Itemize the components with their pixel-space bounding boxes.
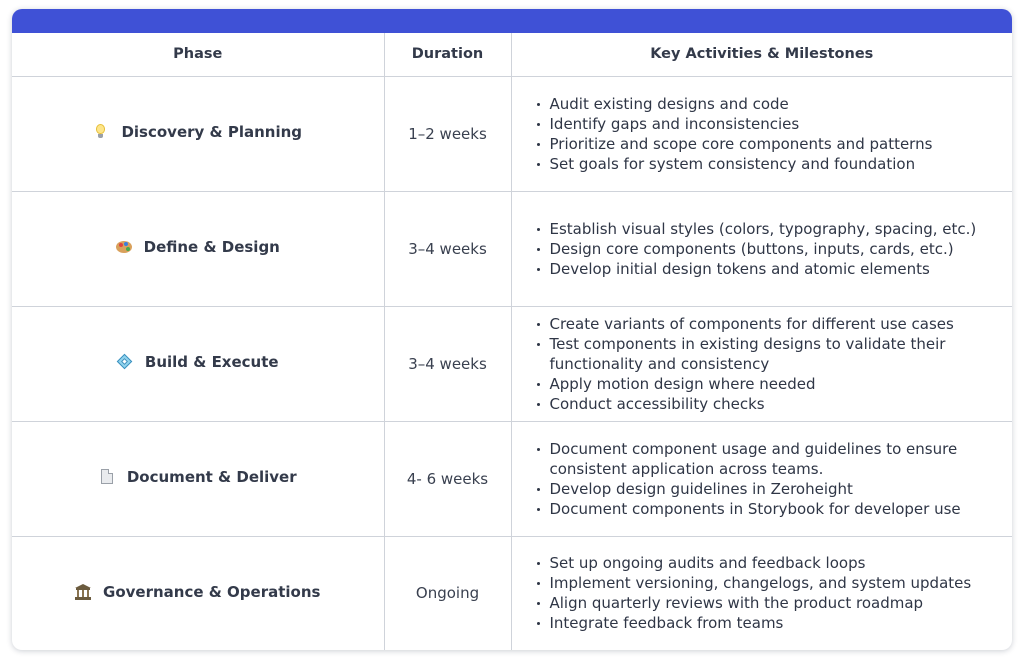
phase-name: Discovery & Planning [121,123,303,141]
list-item: Set goals for system consistency and foundation [537,154,1003,174]
phase-cell [12,306,384,421]
accent-header-bar [12,9,1012,33]
column-header-duration: Duration [384,33,511,76]
list-item: Develop design guidelines in Zeroheight [537,479,1003,499]
table-row [12,191,1012,306]
activities-cell [511,306,1012,421]
activities-cell [511,536,1012,650]
duration-cell: 1–2 weeks [384,76,511,191]
list-item: Prioritize and scope core components and patterns [537,134,1003,154]
column-header-phase: Phase [12,33,384,76]
list-item: Create variants of components for different use cases [537,314,1003,334]
list-item: Conduct accessibility checks [537,394,1003,414]
list-item: Set up ongoing audits and feedback loops [537,553,1003,573]
table-header-row [12,33,1012,76]
activities-cell [511,421,1012,536]
activities-cell [511,76,1012,191]
duration-cell: 4- 6 weeks [384,421,511,536]
document-icon [99,469,115,485]
list-item: Establish visual styles (colors, typography, spacing, etc.) [537,219,1003,239]
duration-cell: Ongoing [384,536,511,650]
list-item: Design core components (buttons, inputs, cards, etc.) [537,239,1003,259]
duration-cell: 3–4 weeks [384,306,511,421]
list-item: Identify gaps and inconsistencies [537,114,1003,134]
roadmap-table [12,33,1012,650]
lightbulb-icon [93,124,109,140]
list-item: Audit existing designs and code [537,94,1003,114]
bank-icon [75,584,91,600]
palette-icon [116,239,132,255]
table-row [12,536,1012,650]
list-item: Document component usage and guidelines to ensure consistent application across teams. [537,439,1003,479]
activities-list [512,94,1013,174]
roadmap-table-card [12,9,1012,650]
duration-cell: 3–4 weeks [384,191,511,306]
list-item: Implement versioning, changelogs, and system updates [537,573,1003,593]
list-item: Integrate feedback from teams [537,613,1003,633]
phase-cell [12,536,384,650]
phase-name: Governance & Operations [103,582,321,601]
activities-list [512,439,1013,519]
phase-name: Build & Execute [144,353,279,371]
table-row [12,421,1012,536]
list-item: Test components in existing designs to validate their functionality and consistency [537,334,1003,374]
activities-list [512,553,1013,633]
diamond-icon [117,354,133,370]
phase-name: Define & Design [143,238,280,256]
list-item: Align quarterly reviews with the product roadmap [537,593,1003,613]
list-item: Apply motion design where needed [537,374,1003,394]
activities-list [512,314,1013,414]
activities-list [512,219,1013,279]
list-item: Develop initial design tokens and atomic elements [537,259,1003,279]
phase-cell [12,191,384,306]
column-header-activities: Key Activities & Milestones [511,33,1012,76]
phase-name: Document & Deliver [126,468,297,486]
table-row [12,76,1012,191]
phase-cell [12,421,384,536]
table-row [12,306,1012,421]
activities-cell [511,191,1012,306]
list-item: Document components in Storybook for developer use [537,499,1003,519]
phase-cell [12,76,384,191]
